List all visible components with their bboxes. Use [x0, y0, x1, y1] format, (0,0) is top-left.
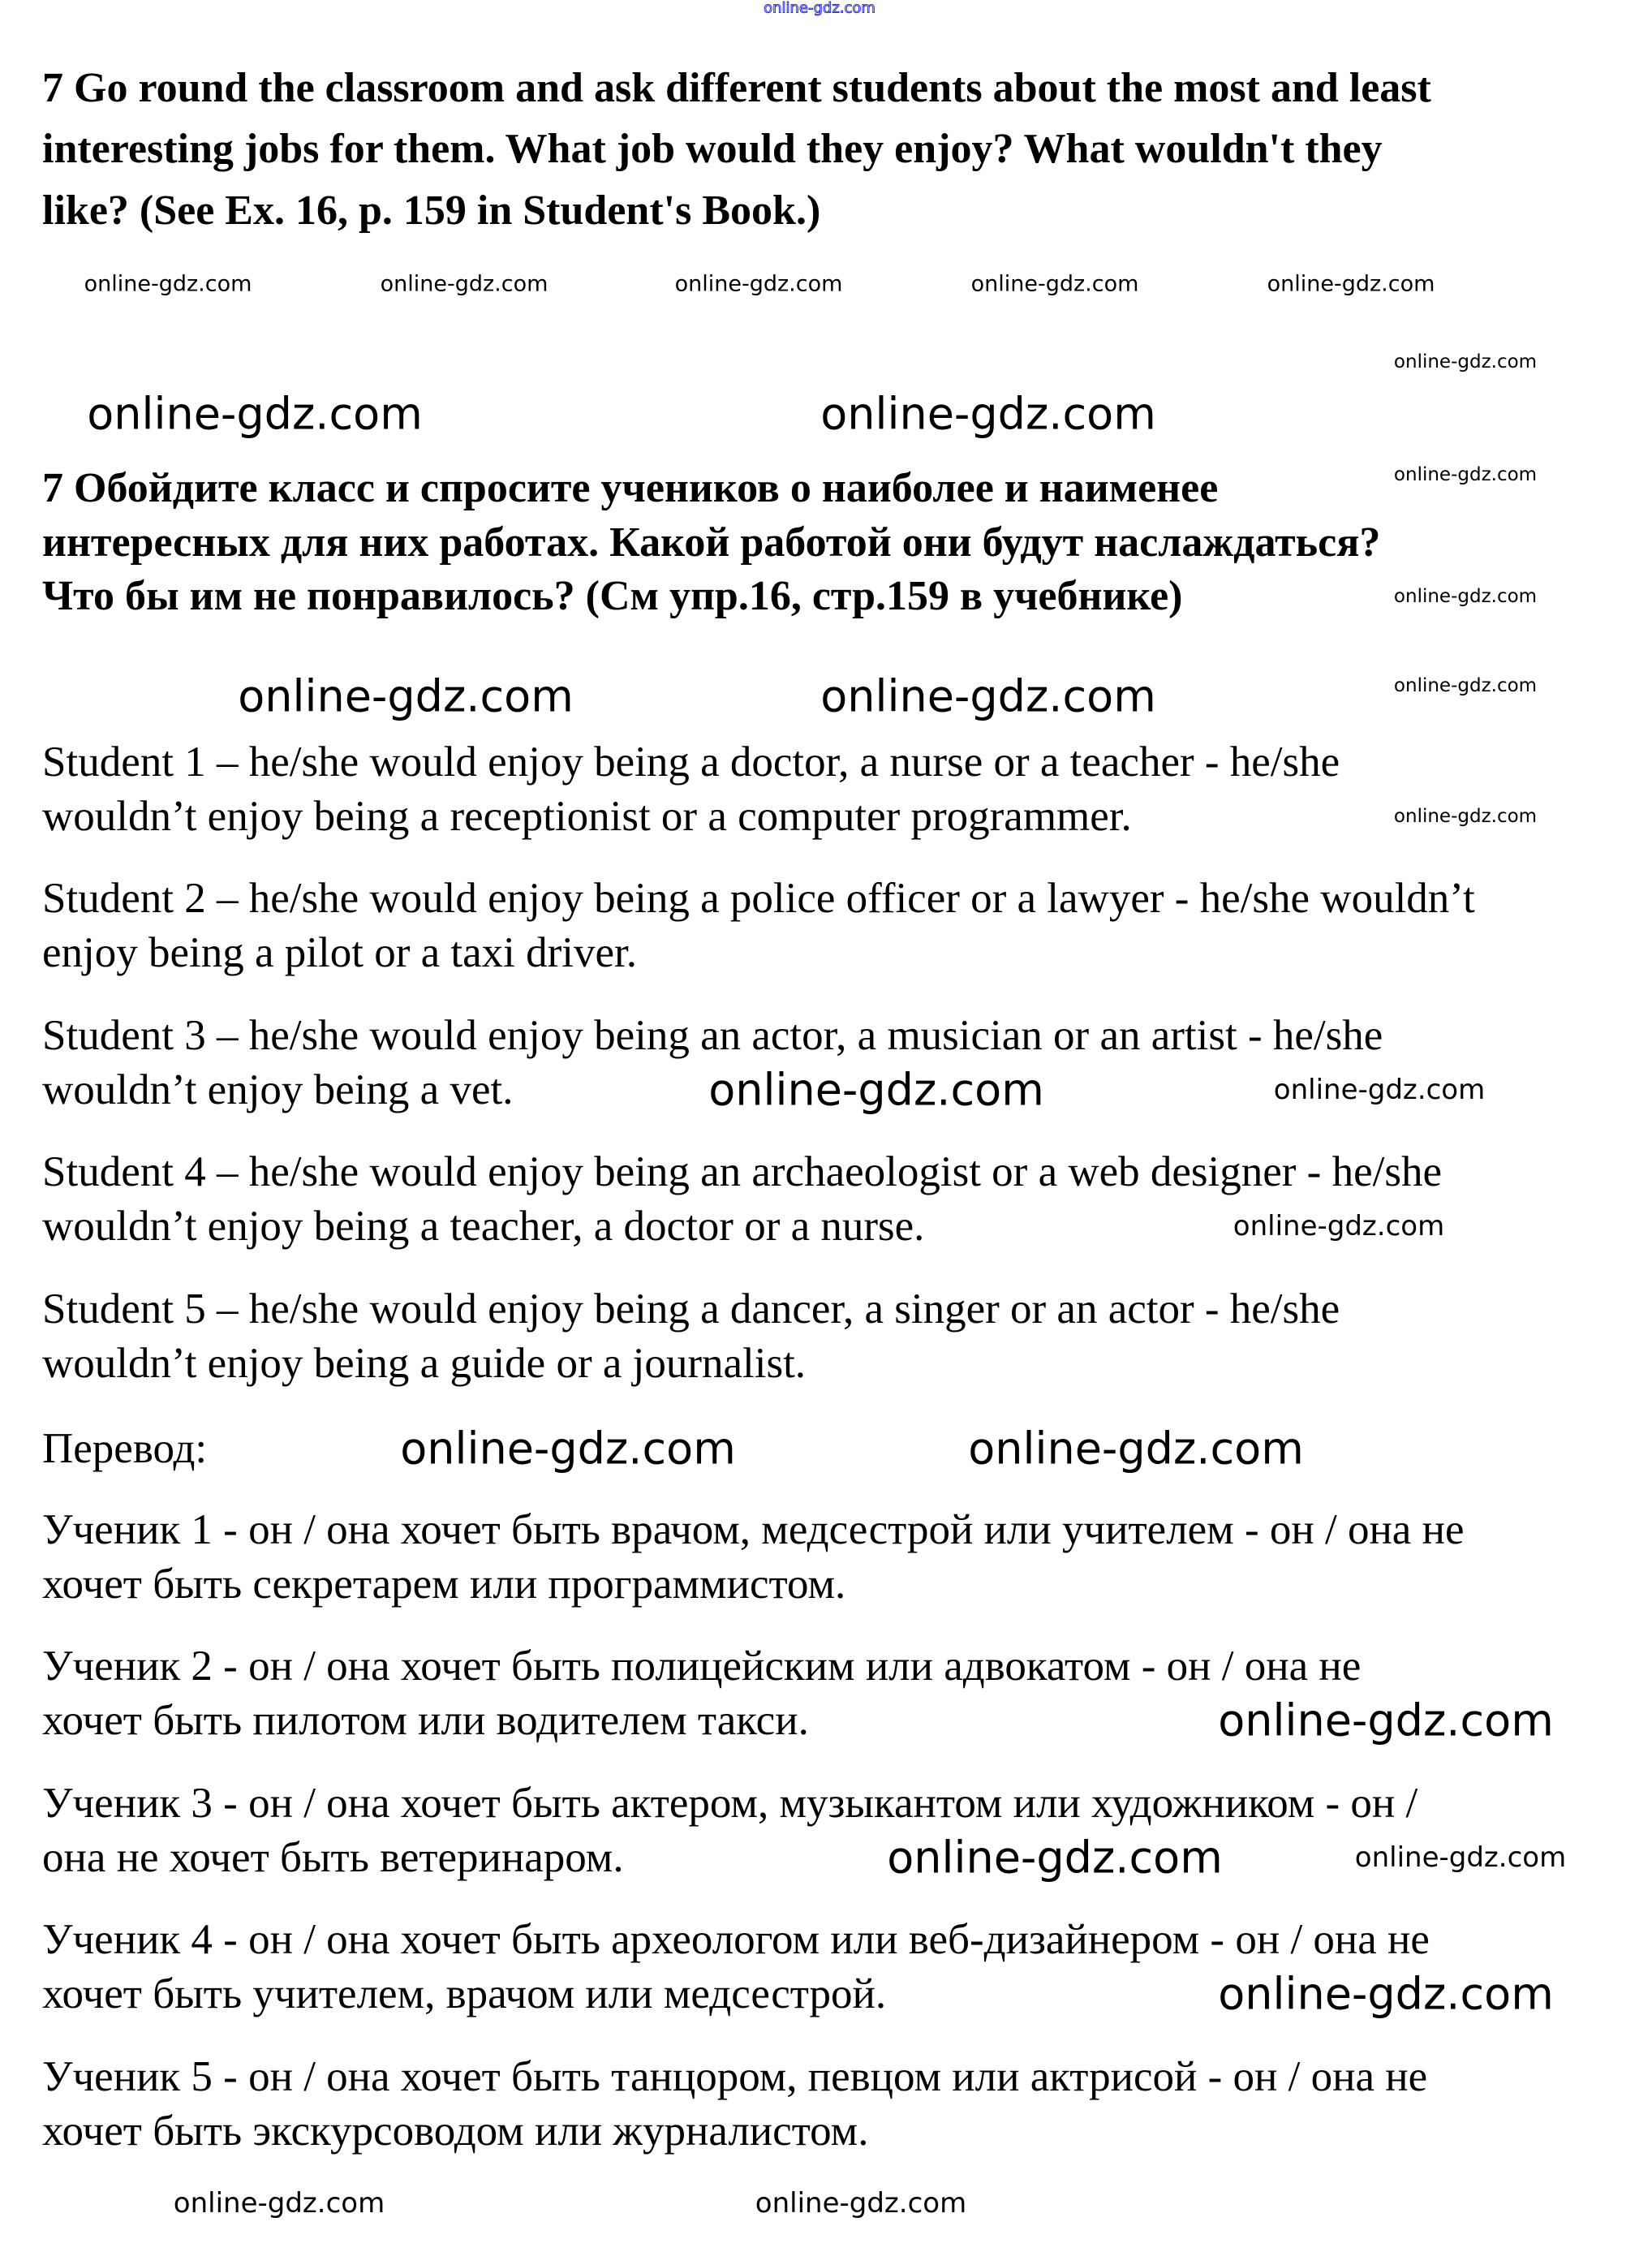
task-en-line-1: 7 Go round the classroom and ask different students about the most and least	[42, 65, 1431, 111]
task-en-line-3: like? (See Ex. 16, p. 159 in Student's Book.)	[42, 187, 821, 234]
watermark: online-gdz.com	[1218, 1694, 1554, 1746]
watermark: online-gdz.com	[708, 1064, 1044, 1116]
watermark: online-gdz.com	[1273, 1074, 1486, 1106]
header-watermark: online-gdz.com	[764, 0, 875, 17]
answer-en-4-line-2: wouldn’t enjoy being a teacher, a doctor or a nurse.	[42, 1203, 925, 1250]
watermark: online-gdz.com	[238, 670, 574, 722]
watermark: online-gdz.com	[84, 271, 252, 297]
answer-en-3-line-2: wouldn’t enjoy being a vet.	[42, 1066, 514, 1113]
watermark: online-gdz.com	[970, 271, 1139, 297]
task-ru-line-1: 7 Обойдите класс и спросите учеников о наиболее и наименее	[42, 465, 1219, 511]
watermark: online-gdz.com	[820, 388, 1156, 440]
watermark: online-gdz.com	[1393, 675, 1538, 696]
answer-ru-2-line-2: хочет быть пилотом или водителем такси.	[42, 1697, 809, 1744]
watermark: online-gdz.com	[887, 1832, 1223, 1884]
answer-ru-5-line-1: Ученик 5 - он / она хочет быть танцором, певцом или актрисой - он / она не	[42, 2053, 1428, 2100]
watermark: online-gdz.com	[1354, 1841, 1567, 1874]
answer-en-5-line-1: Student 5 – he/she would enjoy being a dancer, a singer or an actor - he/she	[42, 1285, 1340, 1333]
answer-ru-4-line-2: хочет быть учителем, врачом или медсестрой.	[42, 1970, 887, 2017]
watermark: online-gdz.com	[820, 670, 1156, 722]
watermark: online-gdz.com	[1393, 464, 1538, 485]
watermark: online-gdz.com	[674, 271, 843, 297]
watermark: online-gdz.com	[380, 271, 549, 297]
watermark: online-gdz.com	[1393, 806, 1538, 827]
answer-ru-5-line-2: хочет быть экскурсоводом или журналистом.	[42, 2108, 869, 2155]
task-en-line-2: interesting jobs for them. What job would they enjoy? What wouldn't they	[42, 126, 1383, 172]
answer-ru-2-line-1: Ученик 2 - он / она хочет быть полицейским или адвокатом - он / она не	[42, 1643, 1362, 1690]
answer-ru-4-line-1: Ученик 4 - он / она хочет быть археологом или веб-дизайнером - он / она не	[42, 1916, 1430, 1963]
answer-en-1-line-2: wouldn’t enjoy being a receptionist or a computer programmer.	[42, 793, 1132, 840]
answer-en-2-line-1: Student 2 – he/she would enjoy being a police officer or a lawyer - he/she wouldn’t	[42, 875, 1475, 922]
watermark: online-gdz.com	[1267, 271, 1435, 297]
answer-en-2-line-2: enjoy being a pilot or a taxi driver.	[42, 929, 637, 976]
watermark: online-gdz.com	[173, 2187, 385, 2220]
answer-en-5-line-2: wouldn’t enjoy being a guide or a journalist.	[42, 1340, 807, 1387]
answer-ru-3-line-1: Ученик 3 - он / она хочет быть актером, музыкантом или художником - он /	[42, 1780, 1418, 1827]
watermark: online-gdz.com	[1393, 586, 1538, 607]
watermark: online-gdz.com	[1218, 1968, 1554, 2020]
answer-en-3-line-1: Student 3 – he/she would enjoy being an actor, a musician or an artist - he/she	[42, 1012, 1383, 1059]
answer-ru-1-line-1: Ученик 1 - он / она хочет быть врачом, медсестрой или учителем - он / она не	[42, 1506, 1465, 1553]
watermark: online-gdz.com	[1233, 1210, 1445, 1242]
task-ru-line-2: интересных для них работах. Какой работой они будут наслаждаться?	[42, 519, 1381, 566]
translation-label: Перевод:	[42, 1425, 208, 1472]
watermark: online-gdz.com	[755, 2187, 967, 2220]
watermark: online-gdz.com	[968, 1423, 1304, 1475]
answer-ru-3-line-2: она не хочет быть ветеринаром.	[42, 1834, 624, 1881]
task-ru-line-3: Что бы им не понравилось? (См упр.16, стр.159 в учебнике)	[42, 573, 1183, 619]
watermark: online-gdz.com	[1393, 351, 1538, 372]
answer-en-1-line-1: Student 1 – he/she would enjoy being a doctor, a nurse or a teacher - he/she	[42, 738, 1340, 786]
watermark: online-gdz.com	[400, 1423, 736, 1475]
answer-ru-1-line-2: хочет быть секретарем или программистом.	[42, 1561, 846, 1608]
answer-en-4-line-1: Student 4 – he/she would enjoy being an archaeologist or a web designer - he/she	[42, 1148, 1442, 1195]
watermark: online-gdz.com	[87, 388, 423, 440]
